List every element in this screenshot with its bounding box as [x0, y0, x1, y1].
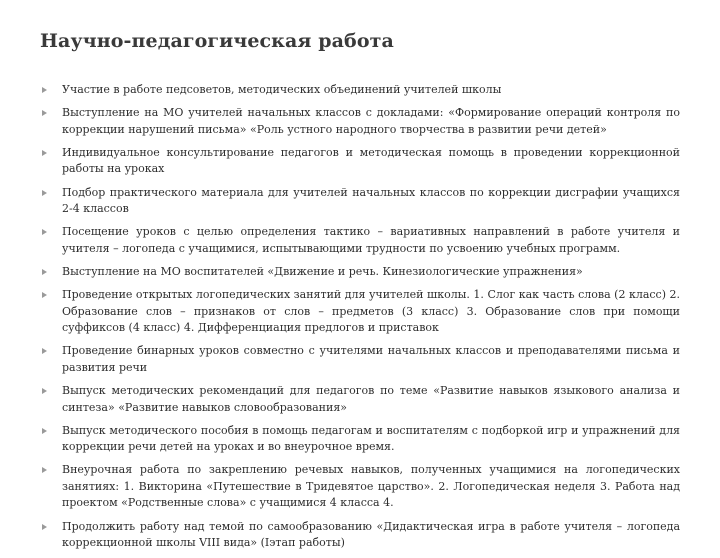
list-item-text: Проведение открытых логопедических занятий для учителей школы. 1. Слог как часть слова (2 класс) 2. Образование слов – признаков от слов – предметов (3 класс) 3. Образование слов при помощи суффиксов (4 класс) 4. Дифференциация предлогов и приставок [62, 288, 680, 335]
triangle-bullet-icon [42, 467, 47, 473]
list-item [40, 82, 680, 99]
triangle-bullet-icon [42, 388, 47, 394]
list-item-text: Продолжить работу над темой по самообразованию «Дидактическая игра в работе учителя – логопеда коррекционной школы VIII вида» (Iэтап работы) [62, 519, 680, 550]
list-item [40, 519, 680, 552]
list-item [40, 462, 680, 512]
triangle-bullet-icon [42, 190, 47, 196]
triangle-bullet-icon [42, 229, 47, 235]
list-item-text: Выпуск методических рекомендаций для педагогов по теме «Развитие навыков языкового анализа и синтеза» «Развитие навыков словообразования» [62, 384, 680, 414]
list-item [40, 185, 680, 218]
triangle-bullet-icon [42, 87, 47, 93]
list-item [40, 383, 680, 416]
list-item-text: Подбор практического материала для учителей начальных классов по коррекции дисграфии учащихся 2-4 классов [62, 185, 680, 216]
triangle-bullet-icon [42, 428, 47, 434]
page-title: Научно-педагогическая работа [40, 30, 394, 52]
list-item-text: Индивидуальное консультирование педагогов и методическая помощь в проведении коррекционной работы на уроках [62, 145, 680, 176]
list-item-text: Выступление на МО учителей начальных классов с докладами: «Формирование операций контроля по коррекции нарушений письма» «Роль устного народного творчества в развитии речи детей» [62, 106, 680, 136]
triangle-bullet-icon [42, 348, 47, 354]
list-item [40, 145, 680, 178]
list-item [40, 105, 680, 138]
list-item [40, 287, 680, 337]
list-item-text: Проведение бинарных уроков совместно с учителями начальных классов и преподавателями письма и развития речи [62, 344, 680, 374]
triangle-bullet-icon [42, 292, 47, 298]
bullet-list [40, 82, 680, 558]
list-item-text: Выпуск методического пособия в помощь педагогам и воспитателям с подборкой игр и упражнений для коррекции речи детей на уроках и во внеурочное время. [62, 423, 680, 454]
triangle-bullet-icon [42, 150, 47, 156]
list-item [40, 264, 680, 281]
list-item [40, 224, 680, 257]
list-item-text: Участие в работе педсоветов, методических объединений учителей школы [62, 83, 502, 96]
triangle-bullet-icon [42, 269, 47, 275]
list-item [40, 423, 680, 456]
list-item [40, 343, 680, 376]
list-item-text: Посещение уроков с целью определения тактико – вариативных направлений в работе учителя и учителя – логопеда с учащимися, испытывающими трудности по усвоению учебных программ. [62, 225, 680, 255]
list-item-text: Внеурочная работа по закреплению речевых навыков, полученных учащимися на логопедических занятиях: 1. Викторина «Путешествие в Тридевятое царство». 2. Логопедическая неделя 3. Работа над проектом «Родственные слова» с учащимися 4 класса 4. [62, 463, 680, 510]
list-item-text: Выступление на МО воспитателей «Движение и речь. Кинезиологические упражнения» [62, 264, 583, 278]
triangle-bullet-icon [42, 110, 47, 116]
triangle-bullet-icon [42, 524, 47, 530]
